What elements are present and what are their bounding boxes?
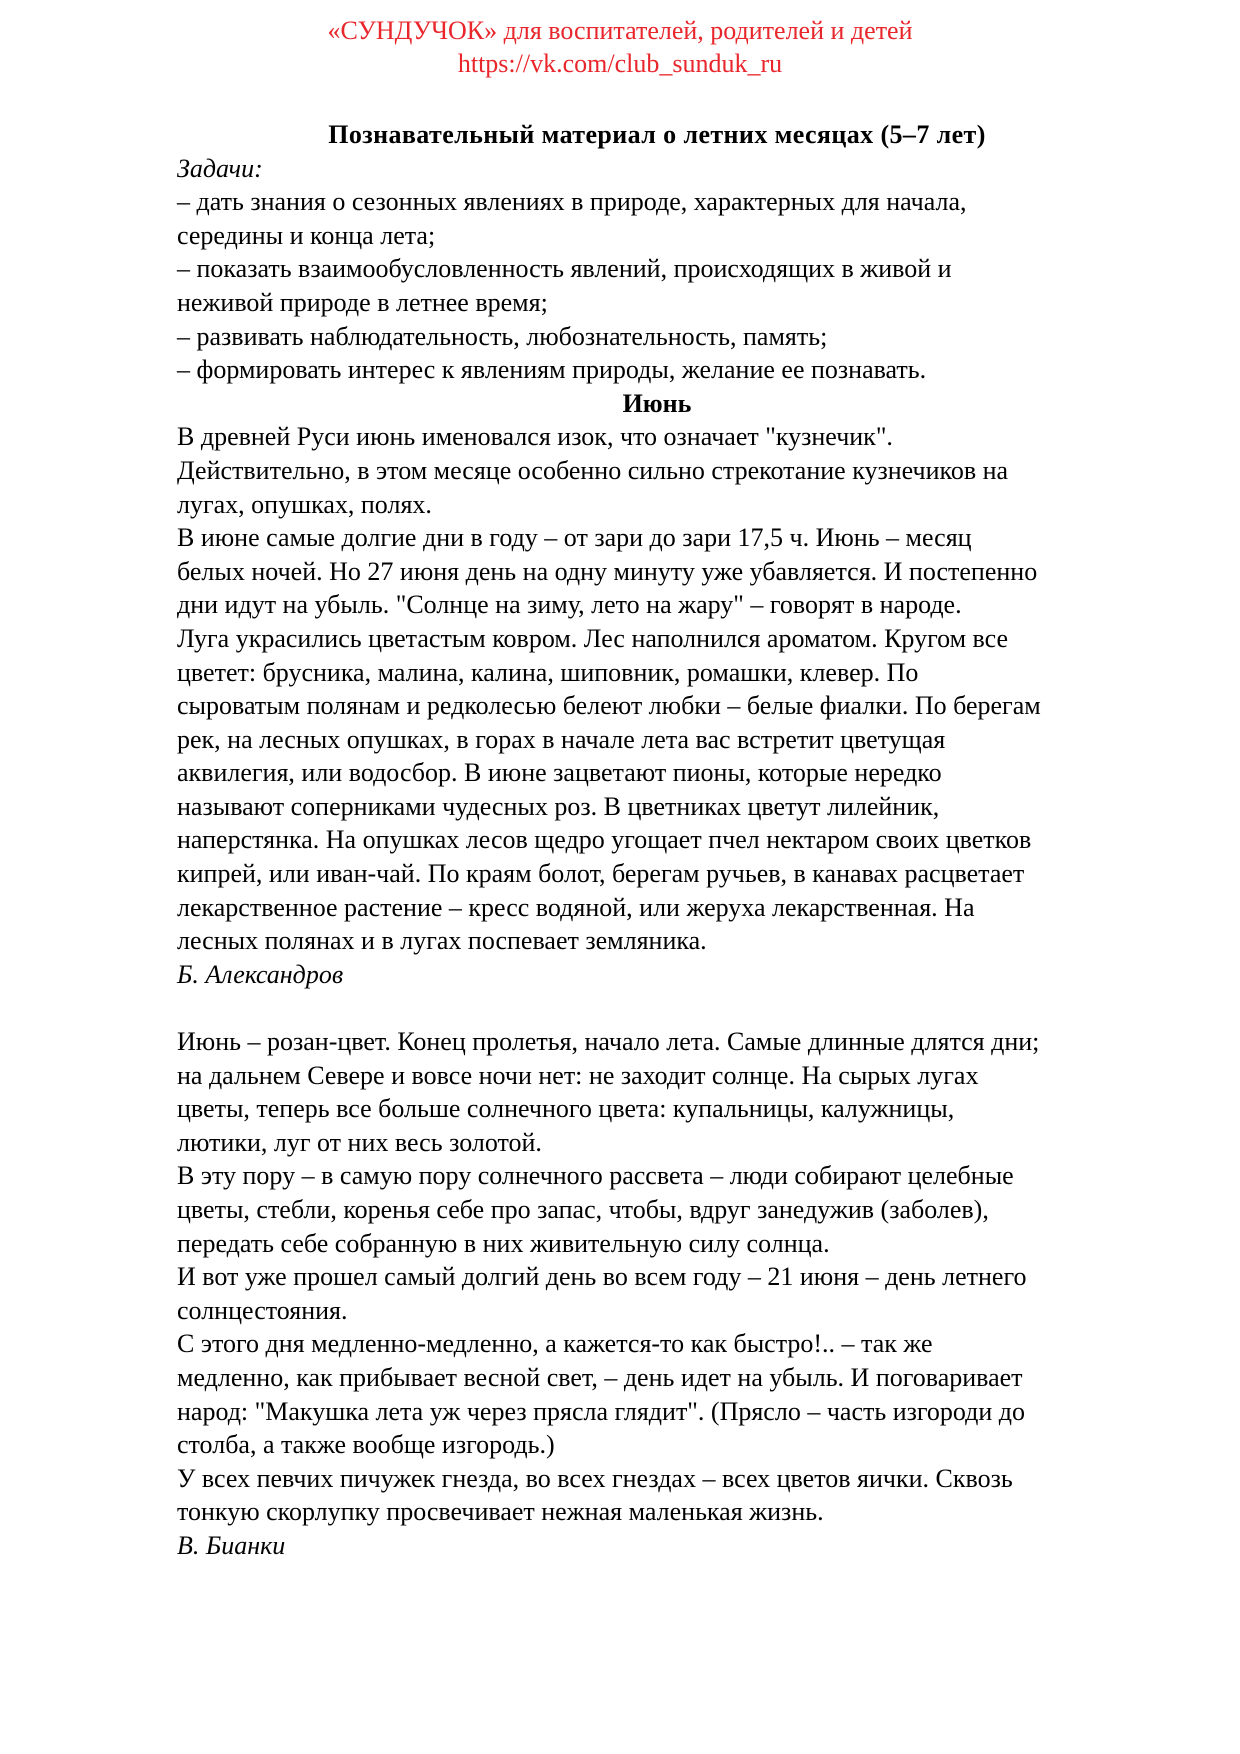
text-line: лекарственное растение – кресс водяной, или жеруха лекарственная. На bbox=[177, 892, 975, 922]
text-line: рек, на лесных опушках, в горах в начале лета вас встретит цветущая bbox=[177, 724, 946, 754]
tasks-line: неживой природе в летнее время; bbox=[177, 287, 548, 317]
author-attribution: Б. Александров bbox=[177, 959, 344, 989]
site-header bbox=[0, 14, 1240, 80]
text-line: цветы, стебли, коренья себе про запас, чтобы, вдруг занедужив (заболев), bbox=[177, 1195, 989, 1224]
tasks-line: – формировать интерес к явлениям природы, желание ее познавать. bbox=[177, 355, 927, 385]
text-line: лугах, опушках, полях. bbox=[177, 489, 432, 519]
group-link[interactable]: https://vk.com/club_sunduk_ru bbox=[457, 49, 783, 78]
text-line: С этого дня медленно-медленно, а кажется-то как быстро!.. – так же bbox=[177, 1329, 933, 1359]
paragraph-spacer bbox=[177, 991, 1177, 1025]
document-title: Познавательный материал о летних месяцах (5–7 лет) bbox=[328, 120, 986, 149]
text-line: Июнь – розан-цвет. Конец пролетья, начало лета. Самые длинные длятся дни; bbox=[177, 1027, 1040, 1057]
text-line: В июне самые долгие дни в году – от зари до зари 17,5 ч. Июнь – месяц bbox=[177, 523, 972, 553]
tasks-line: – дать знания о сезонных явлениях в природе, характерных для начала, bbox=[177, 187, 967, 217]
tasks-line: – показать взаимообусловленность явлений, происходящих в живой и bbox=[177, 254, 952, 284]
text-line: народ: "Макушка лета уж через прясла глядит". (Прясло – часть изгороди до bbox=[177, 1396, 1026, 1426]
tasks-section bbox=[177, 152, 1177, 387]
text-line: цветы, теперь все больше солнечного цвета: купальницы, калужницы, bbox=[177, 1094, 955, 1124]
text-line: В древней Руси июнь именовался изок, что означает "кузнечик". bbox=[177, 422, 893, 452]
text-line: столба, а также вообще изгородь.) bbox=[177, 1430, 555, 1460]
tasks-label: Задачи: bbox=[177, 153, 263, 183]
text-line: солнцестояния. bbox=[177, 1295, 348, 1325]
text-line: Луга украсились цветастым ковром. Лес наполнился ароматом. Кругом все bbox=[177, 623, 1009, 653]
text-line: кипрей, или иван-чай. По краям болот, берегам ручьев, в канавах расцветает bbox=[177, 859, 1025, 889]
text-line: дни идут на убыль. "Солнце на зиму, лето на жару" – говорят в народе. bbox=[177, 590, 962, 620]
brand-line: «СУНДУЧОК» для воспитателей, родителей и детей bbox=[327, 16, 913, 45]
text-line: называют соперниками чудесных роз. В цветниках цветут лилейник, bbox=[177, 791, 940, 821]
text-line: Действительно, в этом месяце особенно сильно стрекотание кузнечиков на bbox=[177, 455, 1009, 485]
tasks-line: середины и конца лета; bbox=[177, 220, 436, 250]
author-attribution: В. Бианки bbox=[177, 1530, 286, 1560]
text-line: на дальнем Севере и вовсе ночи нет: не заходит солнце. На сырых лугах bbox=[177, 1060, 979, 1090]
june-text-bianki bbox=[177, 1025, 1177, 1563]
text-line: цветет: брусника, малина, калина, шиповник, ромашки, клевер. По bbox=[177, 657, 919, 687]
text-line: сыроватым полянам и редколесью белеют любки – белые фиалки. По берегам bbox=[177, 691, 1041, 721]
section-heading-june: Июнь bbox=[622, 388, 692, 418]
text-line: аквилегия, или водосбор. В июне зацветают пионы, которые нередко bbox=[177, 758, 942, 788]
text-line: передать себе собранную в них живительную силу солнца. bbox=[177, 1228, 830, 1258]
text-line: В эту пору – в самую пору солнечного рассвета – люди собирают целебные bbox=[177, 1161, 1014, 1191]
tasks-line: – развивать наблюдательность, любознательность, память; bbox=[177, 321, 828, 351]
text-line: тонкую скорлупку просвечивает нежная маленькая жизнь. bbox=[177, 1497, 824, 1527]
text-line: медленно, как прибывает весной свет, – день идет на убыль. И поговаривает bbox=[177, 1362, 1023, 1392]
text-line: белых ночей. Но 27 июня день на одну минуту уже убавляется. И постепенно bbox=[177, 556, 1038, 586]
text-line: лютики, луг от них весь золотой. bbox=[177, 1127, 542, 1157]
text-line: лесных полянах и в лугах поспевает земляника. bbox=[177, 926, 707, 956]
text-line: наперстянка. На опушках лесов щедро угощает пчел нектаром своих цветков bbox=[177, 825, 1032, 855]
june-text-alexandrov bbox=[177, 420, 1177, 991]
text-line: И вот уже прошел самый долгий день во всем году – 21 июня – день летнего bbox=[177, 1262, 1027, 1292]
text-line: У всех певчих пичужек гнезда, во всех гнездах – всех цветов яички. Сквозь bbox=[177, 1463, 1013, 1493]
document-body bbox=[177, 118, 1177, 1563]
